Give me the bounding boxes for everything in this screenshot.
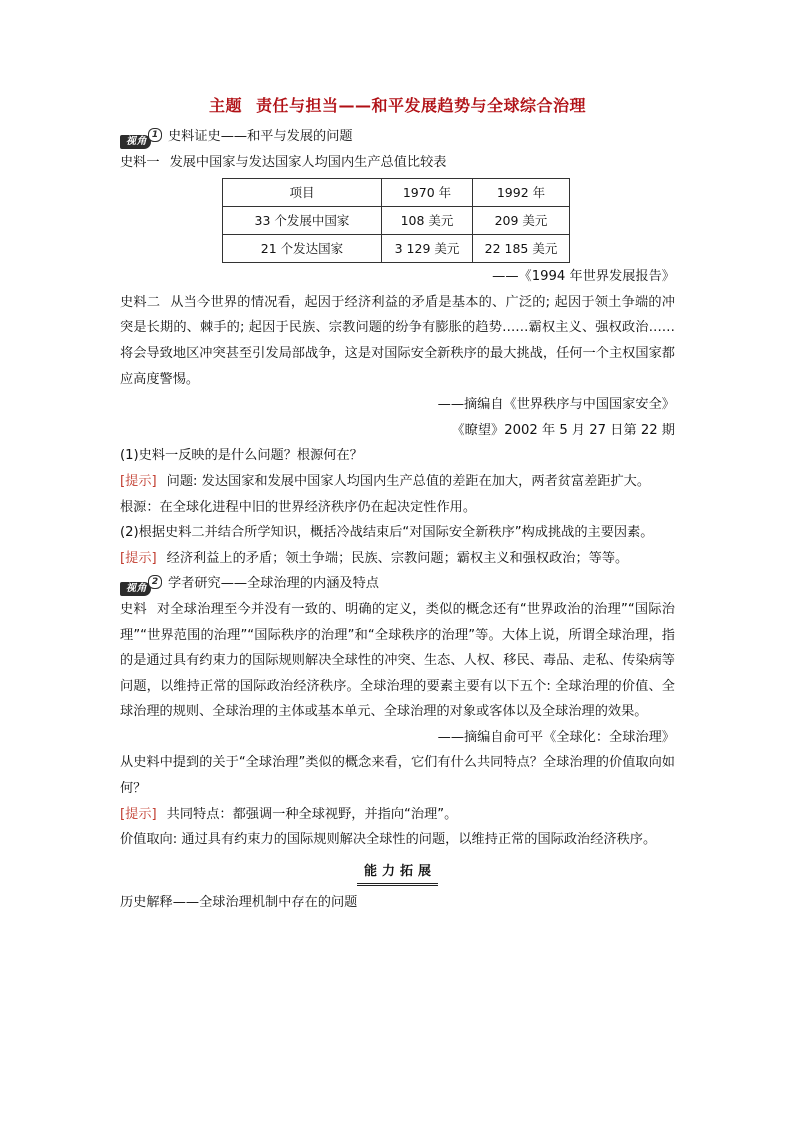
hint-label: [提示] — [120, 806, 157, 822]
badge-text: 视角 — [120, 135, 151, 149]
source1-text: 发展中国家与发达国家人均国内生产总值比较表 — [169, 154, 447, 170]
question-1: (1)史料一反映的是什么问题？根源何在？ — [120, 448, 363, 464]
source1-citation: ——《1994 年世界发展报告》 — [492, 269, 675, 285]
question-2: (2)根据史料二并结合所学知识，概括冷战结束后“对国际安全新秩序”构成挑战的主要因素。 — [120, 525, 654, 541]
source1-label: 史料一 — [120, 154, 160, 170]
section2-answer-text: 共同特点：都强调一种全球视野，并指向“治理”。 — [166, 806, 458, 822]
source2-text: 从当今世界的情况看，起因于经济利益的矛盾是基本的、广泛的; 起因于领土争端的冲突是长期的、棘手的; 起因于民族、宗教问题的纷争有膨胀的趋势……霸权主义、强权政治……将会导致地区冲突甚至引发局部战争，这是对国际安全新秩序的最大挑战，任何一个主权国家都应高度警惕。 — [120, 294, 675, 387]
table-header-cell: 1970 年 — [382, 179, 473, 207]
answer-1 — [120, 469, 675, 495]
badge-number: 1 — [148, 128, 162, 142]
table-cell: 22 185 美元 — [473, 235, 570, 263]
title-sub: 责任与担当——和平发展趋势与全球综合治理 — [256, 96, 587, 115]
table-row — [223, 235, 570, 263]
section2-source-paragraph — [120, 597, 675, 725]
section2-heading — [120, 571, 675, 597]
section2-question: 从史料中提到的关于“全球治理”类似的概念来看，它们有什么共同特点？全球治理的价值取向如何？ — [120, 755, 675, 797]
section2-heading-text: 学者研究——全球治理的内涵及特点 — [168, 576, 379, 592]
answer-1-text: 问题: 发达国家和发展中国家人均国内生产总值的差距在加大，两者贫富差距扩大。 — [166, 473, 651, 489]
table-row — [223, 207, 570, 235]
table-cell: 209 美元 — [473, 207, 570, 235]
table-header-row — [223, 179, 570, 207]
section2-source-text: 对全球治理至今并没有一致的、明确的定义，类似的概念还有“世界政治的治理”“国际治理”“世界范围的治理”“国际秩序的治理”和“全球秩序的治理”等。大体上说，所谓全球治理，指的是通过具有约束力的国际规则解决全球性的冲突、生态、人权、移民、毒品、走私、传染病等问题，以维持正常的国际政治经济秩序。全球治理的要素主要有以下五个: 全球治理的价值、全球治理的规则、全球治理的主体或基本单元、全球治理的对象或客体以及全球治理的效果。 — [120, 601, 675, 720]
section1-heading-text: 史料证史——和平与发展的问题 — [168, 129, 353, 144]
section2-source-label: 史料 — [120, 601, 147, 617]
gdp-comparison-table — [222, 178, 570, 263]
perspective-badge-2 — [120, 575, 162, 595]
answer-2 — [120, 546, 675, 572]
table-header-cell: 1992 年 — [473, 179, 570, 207]
section2-citation: ——摘编自俞可平《全球化：全球治理》 — [437, 729, 675, 745]
hint-label: [提示] — [120, 550, 157, 566]
section1-heading — [120, 124, 675, 150]
answer-1-root: 根源：在全球化进程中旧的世界经济秩序仍在起决定性作用。 — [120, 499, 477, 515]
history-explanation-heading: 历史解释——全球治理机制中存在的问题 — [120, 894, 358, 910]
table-cell: 3 129 美元 — [382, 235, 473, 263]
title-main: 主题 — [208, 96, 242, 115]
document-page — [120, 94, 675, 915]
badge-number: 2 — [148, 575, 162, 589]
badge-text: 视角 — [120, 582, 151, 596]
hint-label: [提示] — [120, 473, 157, 489]
table-cell: 33 个发展中国家 — [223, 207, 382, 235]
source2-citation-1: ——摘编自《世界秩序与中国国家安全》 — [437, 397, 675, 413]
section2-answer — [120, 802, 675, 828]
ability-label: 能力拓展 — [357, 863, 438, 886]
source2-paragraph — [120, 290, 675, 392]
source2-citation-2: 《瞭望》2002 年 5 月 27 日第 22 期 — [451, 422, 675, 438]
answer-2-text: 经济利益上的矛盾；领土争端；民族、宗教问题；霸权主义和强权政治；等等。 — [166, 550, 629, 566]
page-title — [120, 94, 675, 118]
table-cell: 21 个发达国家 — [223, 235, 382, 263]
table-cell: 108 美元 — [382, 207, 473, 235]
source2-label: 史料二 — [120, 294, 161, 310]
ability-extension-header — [120, 859, 675, 886]
table-header-cell: 项目 — [223, 179, 382, 207]
source1-intro — [120, 150, 675, 176]
section2-value-orientation: 价值取向: 通过具有约束力的国际规则解决全球性的问题，以维持正常的国际政治经济秩序。 — [120, 832, 657, 848]
perspective-badge-1 — [120, 128, 162, 147]
